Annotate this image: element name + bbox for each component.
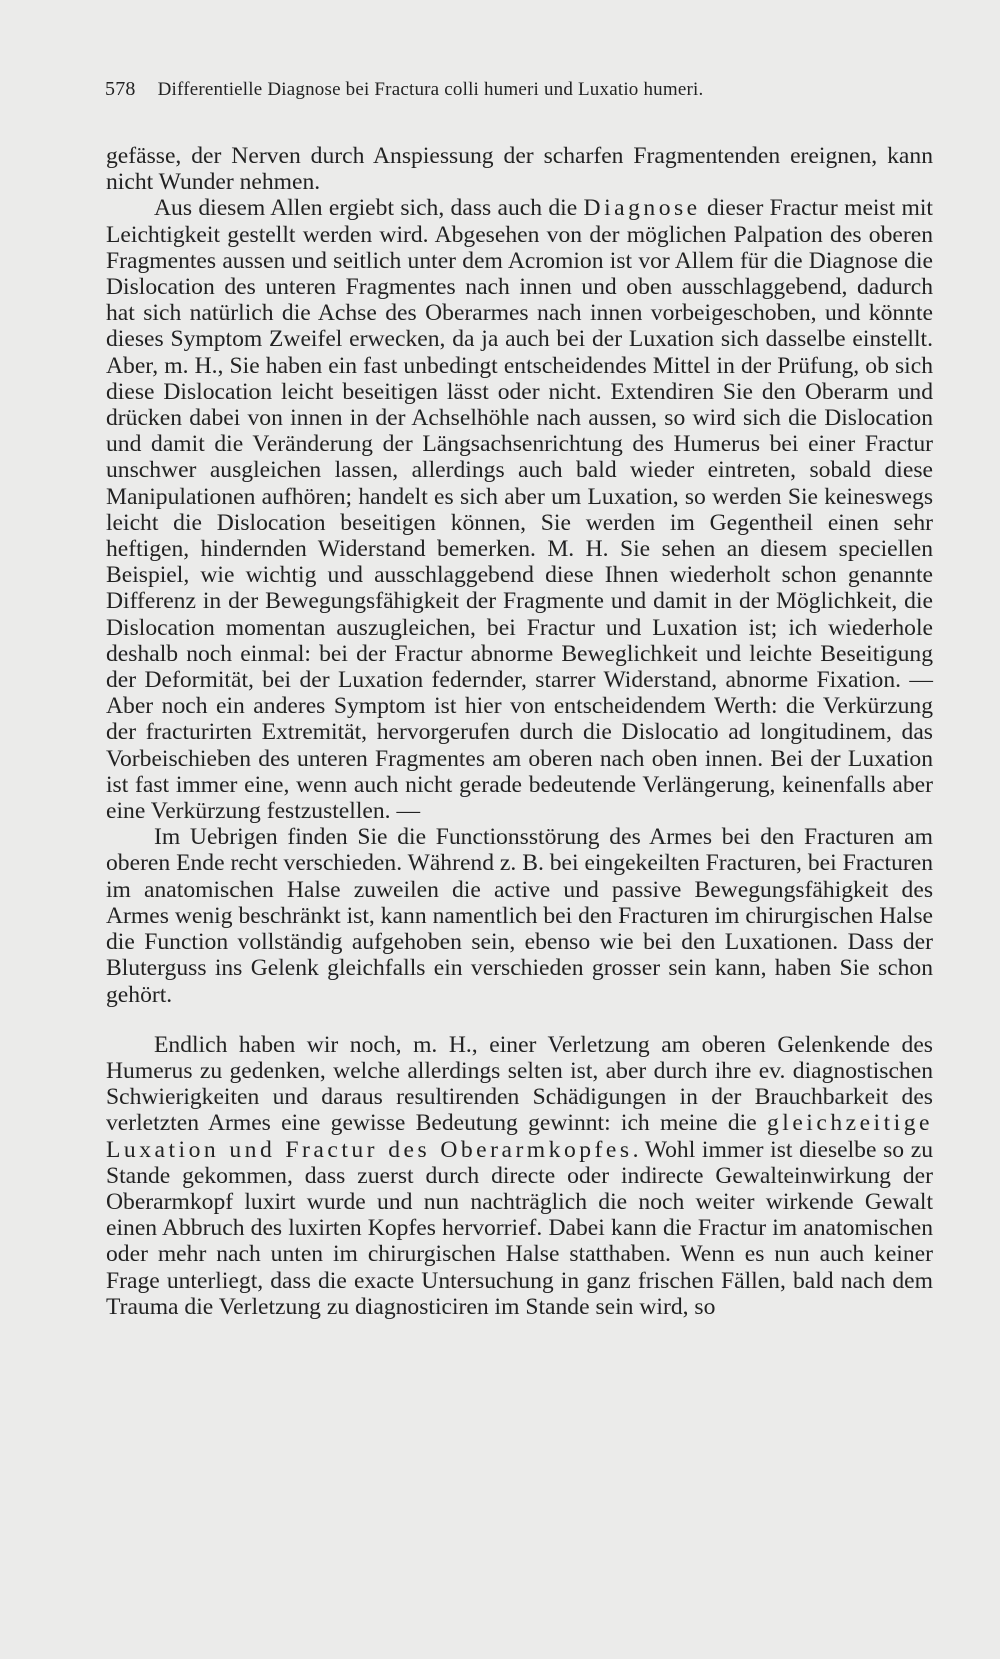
body-text bbox=[106, 143, 933, 1320]
emphasis-spaced: gleichzeitige Luxation und Fractur des Oberarmkopfes bbox=[106, 1110, 933, 1163]
paragraph-text: Endlich haben wir noch, m. H., einer Verletzung am oberen Gelenkende des Humerus zu gedenken, welche allerdings selten ist, aber durch ihre ev. diagnostischen Schwierigkeiten und daraus resultirenden Schädigungen in der Brauchbarkeit des verletzten Armes eine gewisse Bedeutung gewinnt: ich meine die bbox=[106, 1031, 933, 1137]
paragraph-diagnose bbox=[106, 195, 933, 824]
paragraph-functionsstoerung: Im Uebrigen finden Sie die Functionsstörung des Armes bei den Fracturen am oberen Ende recht verschieden. Während z. B. bei eingekeilten Fracturen, bei Fracturen im anatomischen Halse zuweilen die active und passive Bewegungsfähigkeit des Armes wenig beschränkt ist, kann namentlich bei den Fracturen im chirurgischen Halse die Function vollständig aufgehoben sein, ebenso wie bei den Luxationen. Dass der Bluterguss ins Gelenk gleichfalls ein verschieden grosser sein kann, haben Sie schon gehört. bbox=[106, 824, 933, 1008]
paragraph-text: dieser Fractur meist mit Leichtigkeit gestellt werden wird. Abgesehen von der möglichen Palpation des oberen Fragmentes aussen und seitlich unter dem Acromion ist vor Allem für die Diagnose die Dislocation des unteren Fragmentes nach innen und oben ausschlaggebend, dadurch hat sich natürlich die Achse des Oberarmes nach innen vorbeigeschoben, und könnte dieses Symptom Zweifel erwecken, da ja auch bei der Luxation sich dasselbe einstellt. Aber, m. H., Sie haben ein fast unbedingt entscheidendes Mittel in der Prüfung, ob sich diese Dislocation leicht beseitigen lässt oder nicht. Extendiren Sie den Oberarm und drücken dabei von innen in der Achselhöhle nach aussen, so wird sich die Dislocation und damit die Veränderung der Längsachsenrichtung des Humerus bei einer Fractur unschwer ausgleichen lassen, allerdings auch bald wieder eintreten, sobald diese Manipulationen aufhören; handelt es sich aber um Luxation, so werden Sie keineswegs leicht die Dislocation beseitigen können, Sie werden im Gegentheil einen sehr heftigen, hindernden Widerstand bemerken. M. H. Sie sehen an diesem speciellen Beispiel, wie wichtig und ausschlaggebend diese Ihnen wiederholt schon genannte Differenz in der Bewegungsfähigkeit der Fragmente und damit in der Möglichkeit, die Dislocation momentan auszugleichen, bei Fractur und Luxation ist; ich wiederhole deshalb noch einmal: bei der Fractur abnorme Beweglichkeit und leichte Beseitigung der Deformität, bei der Luxation federnder, starrer Widerstand, abnorme Fixation. — Aber noch ein anderes Symptom ist hier von entscheidendem Werth: die Verkürzung der fracturirten Extremität, hervorgerufen durch die Dislocatio ad longitudinem, das Vorbeischieben des unteren Fragmentes am oberen nach oben innen. Bei der Luxation ist fast immer eine, wenn auch nicht gerade bedeutende Verlängerung, keinenfalls aber eine Verkürzung festzustellen. — bbox=[106, 195, 933, 825]
running-title: Differentielle Diagnose bei Fractura colli humeri und Luxatio humeri. bbox=[157, 79, 704, 100]
page-number: 578 bbox=[105, 78, 136, 100]
running-head bbox=[105, 78, 935, 101]
paragraph-luxation-fractur bbox=[106, 1032, 933, 1320]
paragraph-text: Aus diesem Allen ergiebt sich, dass auch die bbox=[154, 195, 584, 222]
emphasis-spaced: Diagnose bbox=[583, 195, 701, 222]
paragraph-continuation: gefässe, der Nerven durch Anspiessung der scharfen Fragmentenden ereignen, kann nicht Wunder nehmen. bbox=[106, 143, 933, 196]
paragraph-text: . Wohl immer ist dieselbe so zu Stande gekommen, dass zuerst durch directe oder indirecte Gewalteinwirkung der Oberarmkopf luxirt wurde und nun nachträglich die noch weiter wirkende Gewalt einen Abbruch des luxirten Kopfes hervorrief. Dabei kann die Fractur im anatomischen oder mehr nach unten im chirurgischen Halse statthaben. Wenn es nun auch keiner Frage unterliegt, dass die exacte Untersuchung in ganz frischen Fällen, bald nach dem Trauma die Verletzung zu diagnosticiren im Stande sein wird, so bbox=[106, 1136, 934, 1320]
